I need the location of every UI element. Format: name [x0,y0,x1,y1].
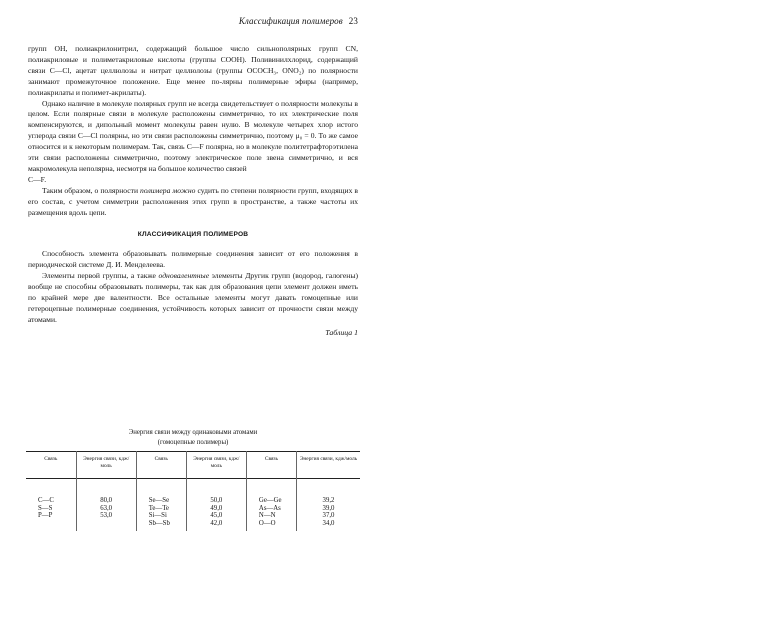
column-header: Связь [44,456,58,462]
paragraph: Таким образом, о полярности полимера можно судить по степени полярности групп, входящих в его состав, с учетом симметрии расположения этих групп в пространстве, а также частоты их размещения вдоль цепи. [28,185,358,217]
section-heading: КЛАССИФИКАЦИЯ ПОЛИМЕРОВ [137,230,249,238]
column-header: Связь [136,452,186,479]
header-title: Классификация полимеров [238,16,343,26]
column-header: Энергия связи, кдж/моль [76,452,136,479]
column-header: Энергия связи, кдж/моль [186,452,246,479]
column-header: Энергия связи, кдж/моль [297,452,361,479]
paragraph: Способность элемента образовывать полимерные соединения зависит от его положения в периодической системе Д. И. Менделеева. [28,249,358,270]
column-header: Связь [246,452,296,479]
paragraph: групп ОН, полиакрилонитрил, содержащий большое число сильнополярных групп CN, полиакриловые и полиметакриловые кислоты (группы СООН). Поливинилхлорид, содержащий связи С—Cl, ацетат целлюлозы и нитрат целлюлозы (группы OCOCH₃, ONO₂) по полярности занимают промежуточное положение. Еще менее по-лярны полимерные эфиры (например, полиакрилаты и полимет-акрилаты). [28,44,358,97]
paragraph: Однако наличие в молекуле полярных групп не всегда свидетельствует о полярности молекулы в целом. Если полярные связи в молекуле расположены симметрично, то их электрические поля компенсируются, и дипольный момент молекулы равен нулю. В молекуле четырех хлор истого углерода связи С—Cl полярны, но эти связи расположены симметрично, поэтому μ₀ = 0. То же самое относится и к некоторым полимерам. Так, связь С—F полярна, но в молекуле политетрафторэтилена эти связи расположены симметрично, поэтому электрическое поле звена симметрично, и вся макромолекула неполярна, несмотря на большое количество связей [28,98,358,173]
body-text [28,44,358,339]
page-number: 23 [348,16,358,26]
running-header [200,16,358,26]
table-row: С—С 80,0 Se—Se 50,0 Ge—Ge 39,2 [26,479,360,505]
paragraph: Элементы первой группы, а также одновалентные элементы Другик групп (водород, галогены) вообще не способны образовывать полимеры, так как для образования цепи элемент должен иметь по крайней мере две валентности. Все остальные элементы могут давать гомоцепные или гетероцепные полимерные соединения, устойчивость которых зависит от прочности связи между атомами. [28,271,358,324]
table-row: Sb—Sb 42,0 О—О 34,0 [26,520,360,532]
table-label: Таблица 1 [325,327,358,337]
bond-energy-table [26,428,360,531]
table-row: Р—Р 53,0 Si—Si 45,0 N—N 37,0 [26,512,360,520]
paragraph: С—F. [28,174,47,184]
table-row: S—S 63,0 Te—Te 49,0 As—As 39,0 [26,505,360,513]
table-caption: Энергия связи между одинаковыми атомами (гомоцепные полимеры) [128,429,258,446]
